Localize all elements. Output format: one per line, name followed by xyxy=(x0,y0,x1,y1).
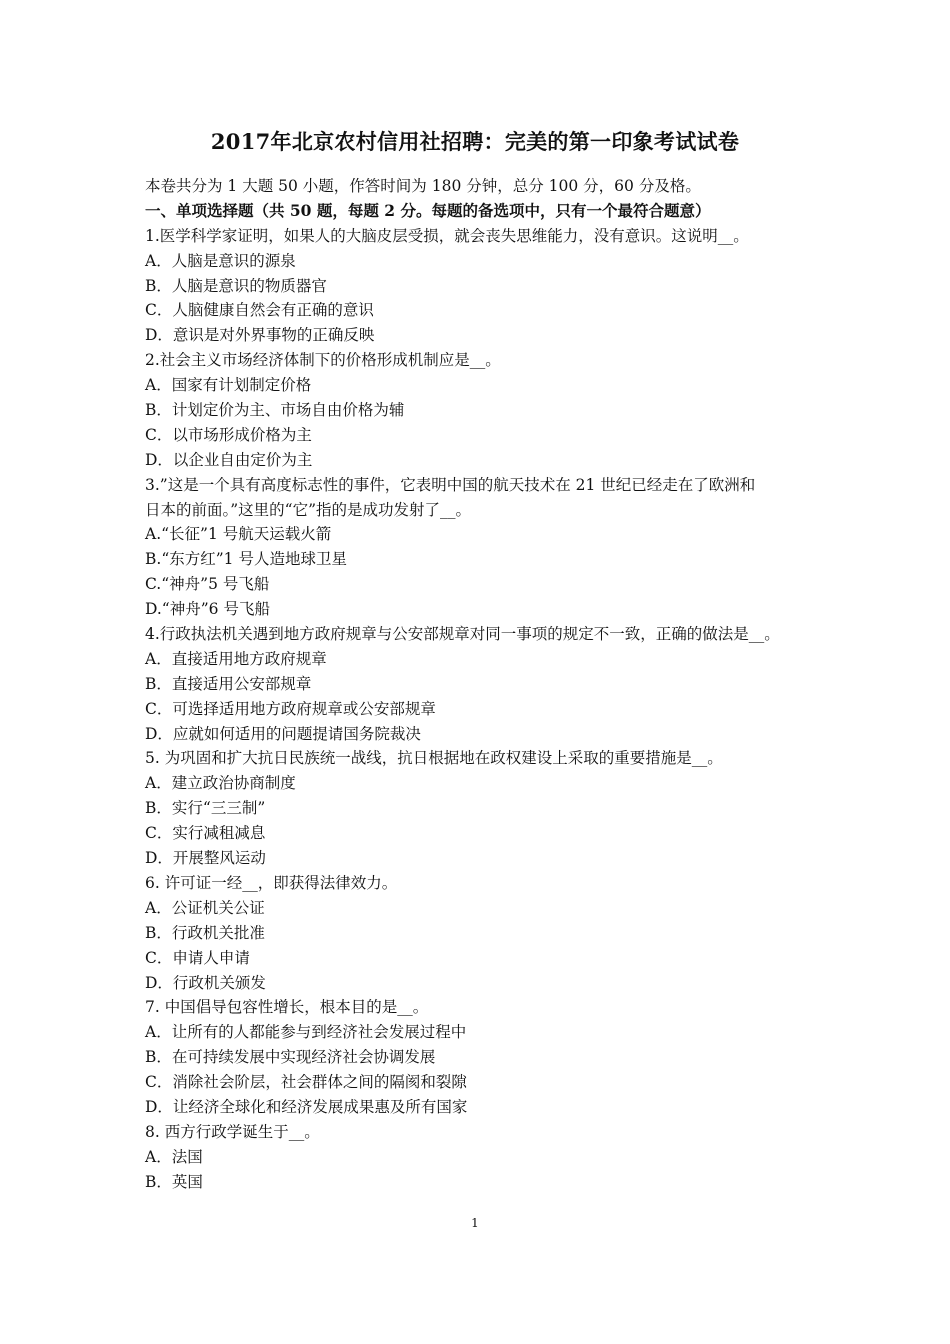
answer-option: A．建立政治协商制度 xyxy=(145,774,296,793)
answer-option: B．人脑是意识的物质器官 xyxy=(145,276,327,295)
answer-option: D．以企业自由定价为主 xyxy=(145,450,313,469)
answer-option: C．消除社会阶层，社会群体之间的隔阂和裂隙 xyxy=(145,1073,467,1092)
answer-option: D．行政机关颁发 xyxy=(145,973,266,992)
exam-intro: 本卷共分为 1 大题 50 小题，作答时间为 180 分钟，总分 100 分，60 分及格。 xyxy=(145,177,701,195)
page-title: 2017年北京农村信用社招聘：完美的第一印象考试试卷 xyxy=(210,129,740,154)
answer-option: B．英国 xyxy=(145,1172,203,1191)
answer-option: D．应就如何适用的问题提请国务院裁决 xyxy=(145,724,421,743)
answer-option: B．行政机关批准 xyxy=(145,923,265,942)
section-heading: 一、单项选择题（共 50 题，每题 2 分。每题的备选项中，只有一个最符合题意） xyxy=(145,200,711,220)
question-text: 4.行政执法机关遇到地方政府规章与公安部规章对同一事项的规定不一致，正确的做法是__。 xyxy=(145,625,780,644)
question-text: 5. 为巩固和扩大抗日民族统一战线，抗日根据地在政权建设上采取的重要措施是__。 xyxy=(145,749,723,768)
answer-option: B．直接适用公安部规章 xyxy=(145,674,312,693)
answer-option: C．人脑健康自然会有正确的意识 xyxy=(145,301,374,320)
answer-option: C．可选择适用地方政府规章或公安部规章 xyxy=(145,699,436,718)
answer-option: D.“神舟”6 号飞船 xyxy=(145,600,270,619)
answer-option: D．让经济全球化和经济发展成果惠及所有国家 xyxy=(145,1097,468,1116)
question-text: 3.”这是一个具有高度标志性的事件，它表明中国的航天技术在 21 世纪已经走在了欧洲和 xyxy=(145,475,756,494)
answer-option: A．人脑是意识的源泉 xyxy=(145,251,296,270)
answer-option: A.“长征”1 号航天运载火箭 xyxy=(145,525,332,544)
answer-option: C．实行减租减息 xyxy=(145,824,266,843)
answer-option: C.“神舟”5 号飞船 xyxy=(145,575,270,594)
answer-option: A．国家有计划制定价格 xyxy=(145,376,312,395)
answer-option: A．直接适用地方政府规章 xyxy=(145,649,327,668)
answer-option: A．让所有的人都能参与到经济社会发展过程中 xyxy=(145,1023,467,1042)
answer-option: C．以市场形成价格为主 xyxy=(145,425,312,444)
exam-content xyxy=(145,174,825,1195)
answer-option: D．开展整风运动 xyxy=(145,849,266,868)
answer-option: B．在可持续发展中实现经济社会协调发展 xyxy=(145,1048,436,1067)
question-text: 8. 西方行政学诞生于__。 xyxy=(145,1122,320,1141)
question-text: 2.社会主义市场经济体制下的价格形成机制应是__。 xyxy=(145,351,501,370)
question-list xyxy=(145,224,825,1195)
answer-option: A．公证机关公证 xyxy=(145,898,265,917)
answer-option: D．意识是对外界事物的正确反映 xyxy=(145,326,375,345)
question-text: 日本的前面。”这里的“它”指的是成功发射了__。 xyxy=(145,500,472,519)
page-number: 1 xyxy=(471,1216,479,1230)
answer-option: C．申请人申请 xyxy=(145,948,250,967)
question-text: 1.医学科学家证明，如果人的大脑皮层受损，就会丧失思维能力，没有意识。这说明__。 xyxy=(145,226,749,245)
question-text: 7. 中国倡导包容性增长，根本目的是__。 xyxy=(145,998,429,1017)
answer-option: B．计划定价为主、市场自由价格为辅 xyxy=(145,401,405,420)
answer-option: B．实行“三三制” xyxy=(145,799,266,818)
question-text: 6. 许可证一经__，即获得法律效力。 xyxy=(145,873,398,892)
answer-option: A．法国 xyxy=(145,1147,203,1166)
answer-option: B.“东方红”1 号人造地球卫星 xyxy=(145,550,347,569)
